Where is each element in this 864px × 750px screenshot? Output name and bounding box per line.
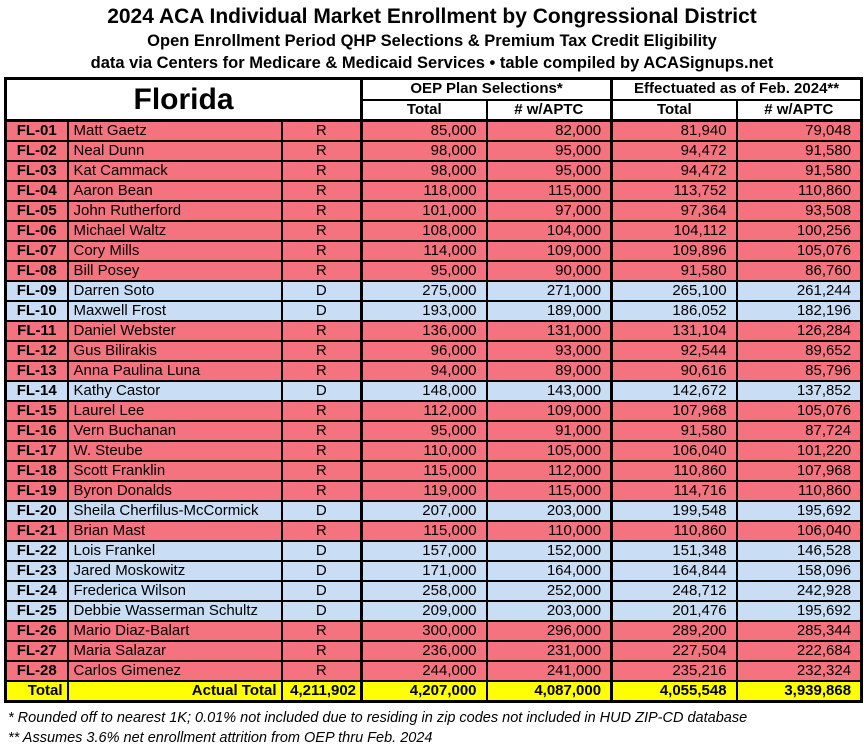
subheader-eff-aptc: # w/APTC: [737, 100, 862, 121]
eff-total-cell: 110,860: [612, 521, 737, 541]
oep-aptc-cell: 109,000: [487, 241, 612, 261]
oep-total-cell: 207,000: [362, 501, 487, 521]
district-cell: FL-14: [6, 381, 68, 401]
eff-total-cell: 106,040: [612, 441, 737, 461]
eff-aptc-cell: 126,284: [737, 321, 862, 341]
oep-aptc-cell: 105,000: [487, 441, 612, 461]
district-cell: FL-13: [6, 361, 68, 381]
oep-total-cell: 115,000: [362, 461, 487, 481]
eff-aptc-cell: 86,760: [737, 261, 862, 281]
party-cell: R: [282, 341, 362, 361]
eff-total-cell: 97,364: [612, 201, 737, 221]
oep-aptc-cell: 82,000: [487, 121, 612, 142]
eff-aptc-cell: 85,796: [737, 361, 862, 381]
total-eff-aptc-cell: 3,939,868: [737, 681, 862, 702]
oep-total-cell: 236,000: [362, 641, 487, 661]
eff-aptc-cell: 106,040: [737, 521, 862, 541]
table-row: [6, 141, 862, 161]
eff-aptc-cell: 158,096: [737, 561, 862, 581]
party-cell: R: [282, 441, 362, 461]
oep-aptc-cell: 252,000: [487, 581, 612, 601]
eff-aptc-cell: 79,048: [737, 121, 862, 142]
eff-total-cell: 164,844: [612, 561, 737, 581]
party-cell: D: [282, 501, 362, 521]
rep-name-cell: Laurel Lee: [68, 401, 282, 421]
oep-aptc-cell: 97,000: [487, 201, 612, 221]
oep-total-cell: 171,000: [362, 561, 487, 581]
column-group-effectuated: Effectuated as of Feb. 2024**: [612, 79, 862, 100]
party-cell: D: [282, 601, 362, 621]
table-row: [6, 501, 862, 521]
eff-aptc-cell: 105,076: [737, 401, 862, 421]
rep-name-cell: Kat Cammack: [68, 161, 282, 181]
rep-name-cell: Gus Bilirakis: [68, 341, 282, 361]
rep-name-cell: Jared Moskowitz: [68, 561, 282, 581]
oep-aptc-cell: 93,000: [487, 341, 612, 361]
rep-name-cell: Aaron Bean: [68, 181, 282, 201]
eff-total-cell: 235,216: [612, 661, 737, 681]
oep-total-cell: 110,000: [362, 441, 487, 461]
table-row: [6, 561, 862, 581]
eff-total-cell: 94,472: [612, 141, 737, 161]
table-row: [6, 121, 862, 142]
eff-total-cell: 113,752: [612, 181, 737, 201]
party-cell: R: [282, 321, 362, 341]
party-cell: R: [282, 401, 362, 421]
eff-total-cell: 289,200: [612, 621, 737, 641]
eff-total-cell: 91,580: [612, 261, 737, 281]
oep-total-cell: 85,000: [362, 121, 487, 142]
party-cell: R: [282, 481, 362, 501]
column-group-oep: OEP Plan Selections*: [362, 79, 612, 100]
oep-aptc-cell: 143,000: [487, 381, 612, 401]
eff-aptc-cell: 232,324: [737, 661, 862, 681]
page-byline: data via Centers for Medicare & Medicaid Services • table compiled by ACASignups.net: [90, 54, 774, 72]
party-cell: R: [282, 461, 362, 481]
oep-total-cell: 101,000: [362, 201, 487, 221]
eff-total-cell: 131,104: [612, 321, 737, 341]
table-row: [6, 481, 862, 501]
oep-aptc-cell: 241,000: [487, 661, 612, 681]
eff-aptc-cell: 195,692: [737, 501, 862, 521]
oep-aptc-cell: 95,000: [487, 161, 612, 181]
oep-total-cell: 258,000: [362, 581, 487, 601]
party-cell: R: [282, 661, 362, 681]
district-cell: FL-22: [6, 541, 68, 561]
total-eff-total-cell: 4,055,548: [612, 681, 737, 702]
table-row: [6, 261, 862, 281]
oep-aptc-cell: 109,000: [487, 401, 612, 421]
table-row: [6, 401, 862, 421]
district-cell: FL-03: [6, 161, 68, 181]
eff-total-cell: 114,716: [612, 481, 737, 501]
oep-aptc-cell: 296,000: [487, 621, 612, 641]
district-cell: FL-27: [6, 641, 68, 661]
oep-total-cell: 95,000: [362, 261, 487, 281]
eff-total-cell: 186,052: [612, 301, 737, 321]
rep-name-cell: Darren Soto: [68, 281, 282, 301]
subheader-eff-total: Total: [612, 100, 737, 121]
oep-total-cell: 98,000: [362, 161, 487, 181]
eff-total-cell: 201,476: [612, 601, 737, 621]
rep-name-cell: Maxwell Frost: [68, 301, 282, 321]
table-row: [6, 341, 862, 361]
table-row: [6, 241, 862, 261]
district-cell: FL-26: [6, 621, 68, 641]
total-row: [6, 681, 862, 702]
oep-total-cell: 114,000: [362, 241, 487, 261]
party-cell: D: [282, 541, 362, 561]
eff-total-cell: 104,112: [612, 221, 737, 241]
table-header-row-groups: [6, 79, 862, 100]
footnote-attrition: ** Assumes 3.6% net enrollment attrition from OEP thru Feb. 2024: [8, 730, 433, 746]
district-cell: FL-10: [6, 301, 68, 321]
eff-total-cell: 265,100: [612, 281, 737, 301]
eff-total-cell: 109,896: [612, 241, 737, 261]
eff-total-cell: 227,504: [612, 641, 737, 661]
party-cell: D: [282, 381, 362, 401]
district-cell: FL-23: [6, 561, 68, 581]
party-cell: R: [282, 421, 362, 441]
party-cell: R: [282, 121, 362, 142]
eff-aptc-cell: 100,256: [737, 221, 862, 241]
eff-aptc-cell: 242,928: [737, 581, 862, 601]
footnote-rounding: * Rounded off to nearest 1K; 0.01% not included due to residing in zip codes not included in HUD ZIP-CD database: [8, 710, 748, 726]
district-cell: FL-06: [6, 221, 68, 241]
rep-name-cell: Maria Salazar: [68, 641, 282, 661]
district-cell: FL-21: [6, 521, 68, 541]
party-cell: R: [282, 141, 362, 161]
party-cell: R: [282, 641, 362, 661]
party-cell: R: [282, 241, 362, 261]
party-cell: D: [282, 301, 362, 321]
rep-name-cell: Matt Gaetz: [68, 121, 282, 142]
oep-total-cell: 244,000: [362, 661, 487, 681]
rep-name-cell: Anna Paulina Luna: [68, 361, 282, 381]
oep-aptc-cell: 271,000: [487, 281, 612, 301]
eff-aptc-cell: 107,968: [737, 461, 862, 481]
rep-name-cell: Scott Franklin: [68, 461, 282, 481]
party-cell: R: [282, 221, 362, 241]
table-row: [6, 661, 862, 681]
rep-name-cell: Neal Dunn: [68, 141, 282, 161]
eff-aptc-cell: 182,196: [737, 301, 862, 321]
party-cell: D: [282, 281, 362, 301]
title-block: [0, 0, 864, 74]
eff-total-cell: 94,472: [612, 161, 737, 181]
oep-aptc-cell: 152,000: [487, 541, 612, 561]
district-cell: FL-09: [6, 281, 68, 301]
table-row: [6, 281, 862, 301]
rep-name-cell: Mario Diaz-Balart: [68, 621, 282, 641]
district-cell: FL-17: [6, 441, 68, 461]
oep-aptc-cell: 131,000: [487, 321, 612, 341]
eff-total-cell: 91,580: [612, 421, 737, 441]
oep-total-cell: 118,000: [362, 181, 487, 201]
district-cell: FL-19: [6, 481, 68, 501]
oep-total-cell: 157,000: [362, 541, 487, 561]
eff-aptc-cell: 110,860: [737, 481, 862, 501]
oep-total-cell: 98,000: [362, 141, 487, 161]
table-row: [6, 361, 862, 381]
rep-name-cell: Brian Mast: [68, 521, 282, 541]
oep-total-cell: 94,000: [362, 361, 487, 381]
oep-aptc-cell: 91,000: [487, 421, 612, 441]
eff-total-cell: 92,544: [612, 341, 737, 361]
district-cell: FL-02: [6, 141, 68, 161]
rep-name-cell: Carlos Gimenez: [68, 661, 282, 681]
party-cell: R: [282, 201, 362, 221]
state-header: Florida: [6, 79, 362, 121]
table-row: [6, 221, 862, 241]
oep-total-cell: 193,000: [362, 301, 487, 321]
table-row: [6, 181, 862, 201]
oep-aptc-cell: 89,000: [487, 361, 612, 381]
district-cell: FL-11: [6, 321, 68, 341]
oep-total-cell: 95,000: [362, 421, 487, 441]
party-cell: R: [282, 181, 362, 201]
table-row: [6, 461, 862, 481]
eff-total-cell: 142,672: [612, 381, 737, 401]
eff-aptc-cell: 91,580: [737, 161, 862, 181]
table-row: [6, 161, 862, 181]
eff-total-cell: 81,940: [612, 121, 737, 142]
oep-total-cell: 112,000: [362, 401, 487, 421]
eff-aptc-cell: 222,684: [737, 641, 862, 661]
oep-total-cell: 136,000: [362, 321, 487, 341]
subheader-oep-aptc: # w/APTC: [487, 100, 612, 121]
eff-total-cell: 199,548: [612, 501, 737, 521]
eff-total-cell: 90,616: [612, 361, 737, 381]
district-cell: FL-18: [6, 461, 68, 481]
oep-total-cell: 115,000: [362, 521, 487, 541]
party-cell: R: [282, 161, 362, 181]
oep-total-cell: 300,000: [362, 621, 487, 641]
table-row: [6, 321, 862, 341]
table-row: [6, 581, 862, 601]
district-cell: FL-08: [6, 261, 68, 281]
table-row: [6, 441, 862, 461]
district-cell: FL-15: [6, 401, 68, 421]
eff-aptc-cell: 93,508: [737, 201, 862, 221]
table-row: [6, 541, 862, 561]
oep-aptc-cell: 90,000: [487, 261, 612, 281]
party-cell: R: [282, 261, 362, 281]
actual-total-label-cell: Actual Total: [68, 681, 282, 702]
table-row: [6, 201, 862, 221]
oep-aptc-cell: 95,000: [487, 141, 612, 161]
rep-name-cell: Debbie Wasserman Schultz: [68, 601, 282, 621]
district-cell: FL-20: [6, 501, 68, 521]
district-cell: FL-25: [6, 601, 68, 621]
rep-name-cell: Kathy Castor: [68, 381, 282, 401]
district-cell: FL-24: [6, 581, 68, 601]
rep-name-cell: Frederica Wilson: [68, 581, 282, 601]
rep-name-cell: Lois Frankel: [68, 541, 282, 561]
district-cell: FL-28: [6, 661, 68, 681]
oep-total-cell: 148,000: [362, 381, 487, 401]
rep-name-cell: Cory Mills: [68, 241, 282, 261]
oep-total-cell: 119,000: [362, 481, 487, 501]
oep-total-cell: 96,000: [362, 341, 487, 361]
oep-aptc-cell: 203,000: [487, 501, 612, 521]
rep-name-cell: Bill Posey: [68, 261, 282, 281]
eff-aptc-cell: 91,580: [737, 141, 862, 161]
actual-total-value-cell: 4,211,902: [282, 681, 362, 702]
district-cell: FL-01: [6, 121, 68, 142]
oep-aptc-cell: 189,000: [487, 301, 612, 321]
eff-aptc-cell: 137,852: [737, 381, 862, 401]
rep-name-cell: Michael Waltz: [68, 221, 282, 241]
table-row: [6, 521, 862, 541]
eff-aptc-cell: 146,528: [737, 541, 862, 561]
total-label-cell: Total: [6, 681, 68, 702]
party-cell: R: [282, 521, 362, 541]
district-cell: FL-16: [6, 421, 68, 441]
page-subtitle: Open Enrollment Period QHP Selections & Premium Tax Credit Eligibility: [147, 32, 717, 50]
oep-total-cell: 108,000: [362, 221, 487, 241]
table-row: [6, 421, 862, 441]
oep-aptc-cell: 112,000: [487, 461, 612, 481]
rep-name-cell: John Rutherford: [68, 201, 282, 221]
eff-aptc-cell: 87,724: [737, 421, 862, 441]
district-cell: FL-04: [6, 181, 68, 201]
oep-aptc-cell: 231,000: [487, 641, 612, 661]
oep-aptc-cell: 110,000: [487, 521, 612, 541]
eff-total-cell: 248,712: [612, 581, 737, 601]
eff-aptc-cell: 195,692: [737, 601, 862, 621]
eff-aptc-cell: 101,220: [737, 441, 862, 461]
rep-name-cell: Sheila Cherfilus-McCormick: [68, 501, 282, 521]
rep-name-cell: W. Steube: [68, 441, 282, 461]
oep-aptc-cell: 203,000: [487, 601, 612, 621]
eff-aptc-cell: 105,076: [737, 241, 862, 261]
district-cell: FL-07: [6, 241, 68, 261]
page-title: 2024 ACA Individual Market Enrollment by Congressional District: [107, 5, 757, 28]
oep-aptc-cell: 115,000: [487, 181, 612, 201]
oep-aptc-cell: 104,000: [487, 221, 612, 241]
rep-name-cell: Vern Buchanan: [68, 421, 282, 441]
eff-aptc-cell: 285,344: [737, 621, 862, 641]
oep-aptc-cell: 115,000: [487, 481, 612, 501]
oep-total-cell: 275,000: [362, 281, 487, 301]
party-cell: R: [282, 621, 362, 641]
total-oep-aptc-cell: 4,087,000: [487, 681, 612, 702]
eff-aptc-cell: 110,860: [737, 181, 862, 201]
party-cell: D: [282, 581, 362, 601]
district-cell: FL-05: [6, 201, 68, 221]
eff-aptc-cell: 261,244: [737, 281, 862, 301]
subheader-oep-total: Total: [362, 100, 487, 121]
table-row: [6, 381, 862, 401]
enrollment-table: [4, 77, 863, 703]
footnotes-block: [8, 708, 856, 748]
party-cell: D: [282, 561, 362, 581]
table-row: [6, 601, 862, 621]
table-row: [6, 641, 862, 661]
total-oep-total-cell: 4,207,000: [362, 681, 487, 702]
enrollment-table-body: [6, 121, 862, 682]
table-row: [6, 301, 862, 321]
rep-name-cell: Byron Donalds: [68, 481, 282, 501]
party-cell: R: [282, 361, 362, 381]
oep-aptc-cell: 164,000: [487, 561, 612, 581]
eff-total-cell: 151,348: [612, 541, 737, 561]
table-row: [6, 621, 862, 641]
district-cell: FL-12: [6, 341, 68, 361]
rep-name-cell: Daniel Webster: [68, 321, 282, 341]
eff-total-cell: 110,860: [612, 461, 737, 481]
eff-total-cell: 107,968: [612, 401, 737, 421]
eff-aptc-cell: 89,652: [737, 341, 862, 361]
oep-total-cell: 209,000: [362, 601, 487, 621]
